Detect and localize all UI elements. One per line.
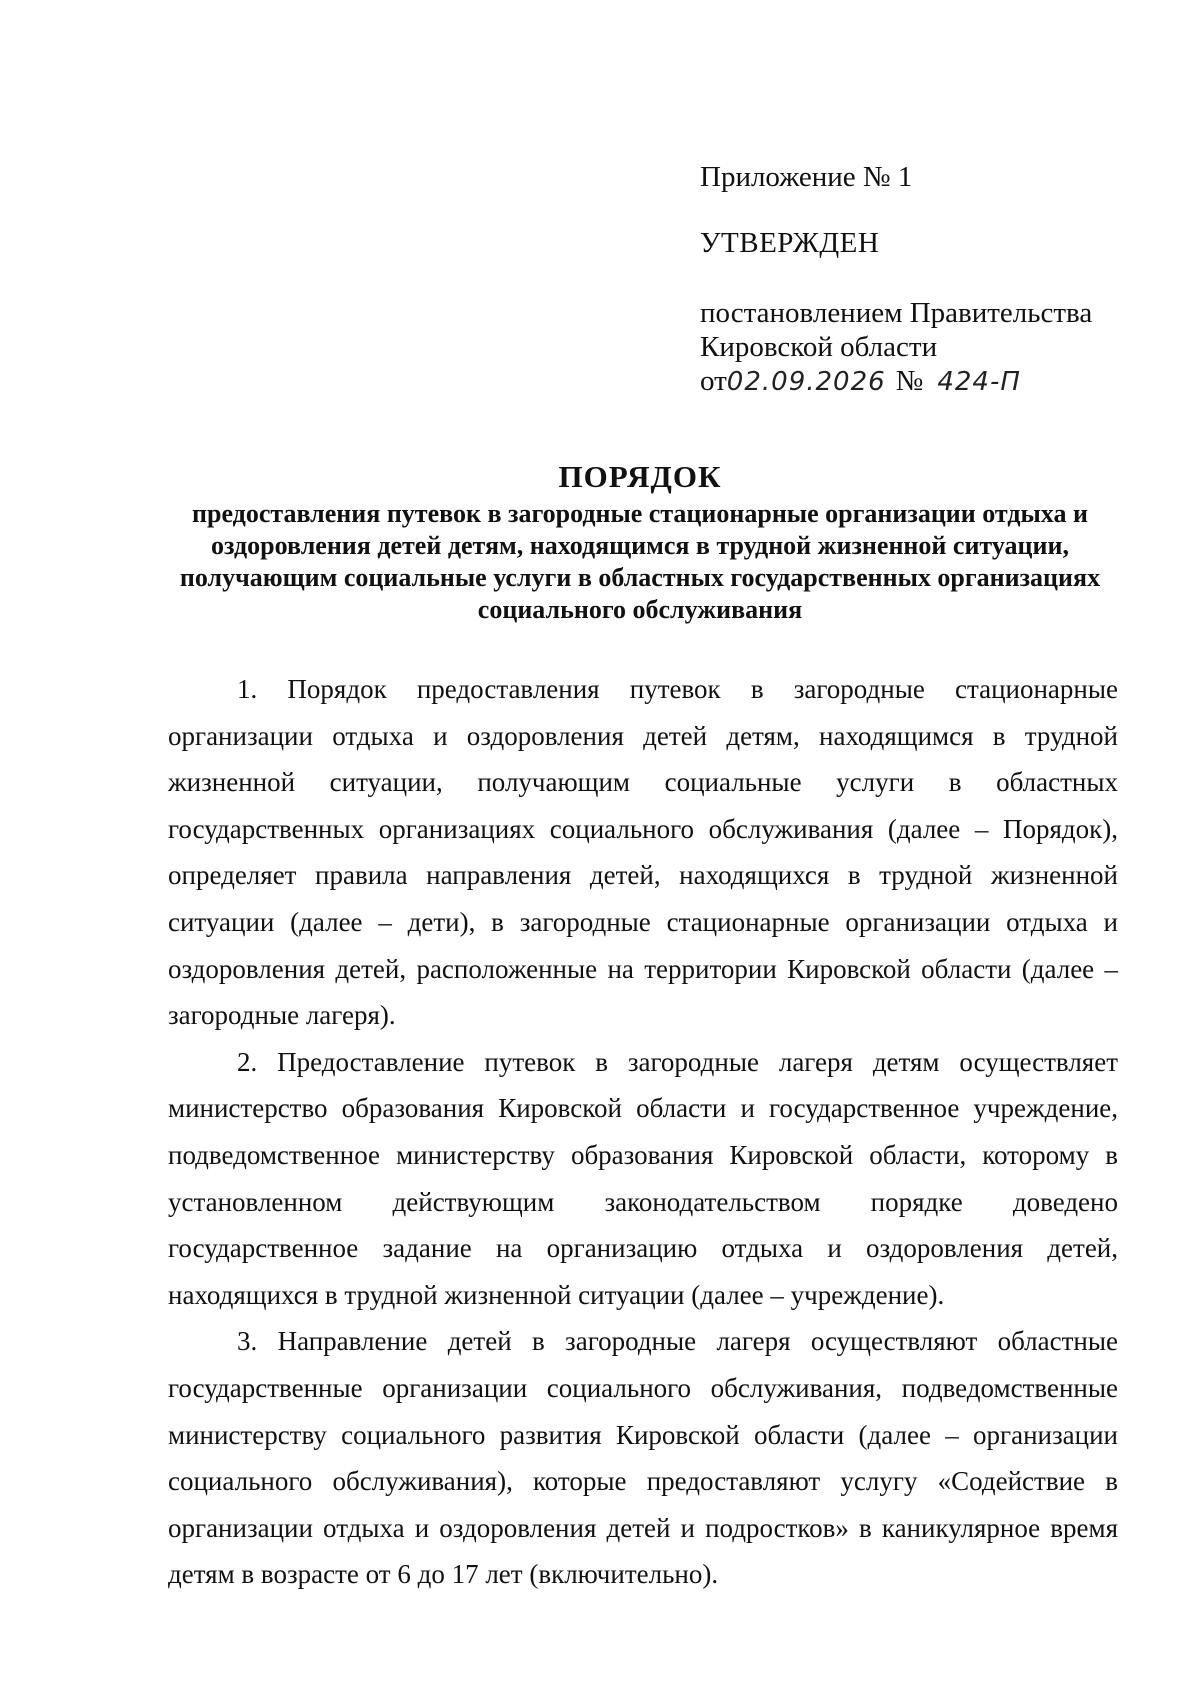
- paragraph-2: 2. Предоставление путевок в загородные лагеря детям осуществляет министерство образования Кировской области и государственное учреждение, подведомственное министерству образования Кировской области, которому в установленном действующим законодательством порядке доведено государственное задание на организацию отдыха и оздоровления детей, находящихся в трудной жизненной ситуации (далее – учреждение).: [168, 1046, 1118, 1310]
- document-title: ПОРЯДОК: [558, 459, 722, 494]
- document-subtitle: предоставления путевок в загородные стационарные организации отдыха и оздоровления детей детям, находящимся в трудной жизненной ситуации, получающим социальные услуги в областных государственных организациях социального обслуживания: [179, 499, 1101, 624]
- number-sign: №: [895, 365, 924, 397]
- approved-by-line-2: Кировской области: [700, 331, 938, 363]
- paragraph-1: 1. Порядок предоставления путевок в загородные стационарные организации отдыха и оздоровления детей детям, находящимся в трудной жизненной ситуации, получающим социальные услуги в областных государственных организациях социального обслуживания (далее – Порядок), определяет правила направления детей, находящихся в трудной жизненной ситуации (далее – дети), в загородные стационарные организации отдыха и оздоровления детей, расположенные на территории Кировской области (далее – загородные лагеря).: [168, 674, 1118, 1031]
- date-prefix: от: [700, 365, 727, 397]
- approval-block: [700, 160, 1160, 400]
- paragraph-3: 3. Направление детей в загородные лагеря осуществляют областные государственные организации социального обслуживания, подведомственные министерству социального развития Кировской области (далее – организации социального обслуживания), которые предоставляют услугу «Содействие в организации отдыха и оздоровления детей и подростков» в каникулярное время детям в возрасте от 6 до 17 лет (включительно).: [168, 1326, 1118, 1590]
- approved-by-line-1: постановлением Правительства: [700, 297, 1093, 329]
- document-heading: [160, 458, 1120, 626]
- document-body: [168, 666, 1118, 1598]
- handwritten-date: 02.09.2026: [726, 367, 886, 397]
- approved-by: [700, 296, 1160, 400]
- date-number-line: [700, 364, 1160, 400]
- approved-label: УТВЕРЖДЕН: [700, 227, 880, 259]
- handwritten-number: 424-П: [937, 367, 1021, 397]
- annex-label: Приложение № 1: [700, 161, 913, 193]
